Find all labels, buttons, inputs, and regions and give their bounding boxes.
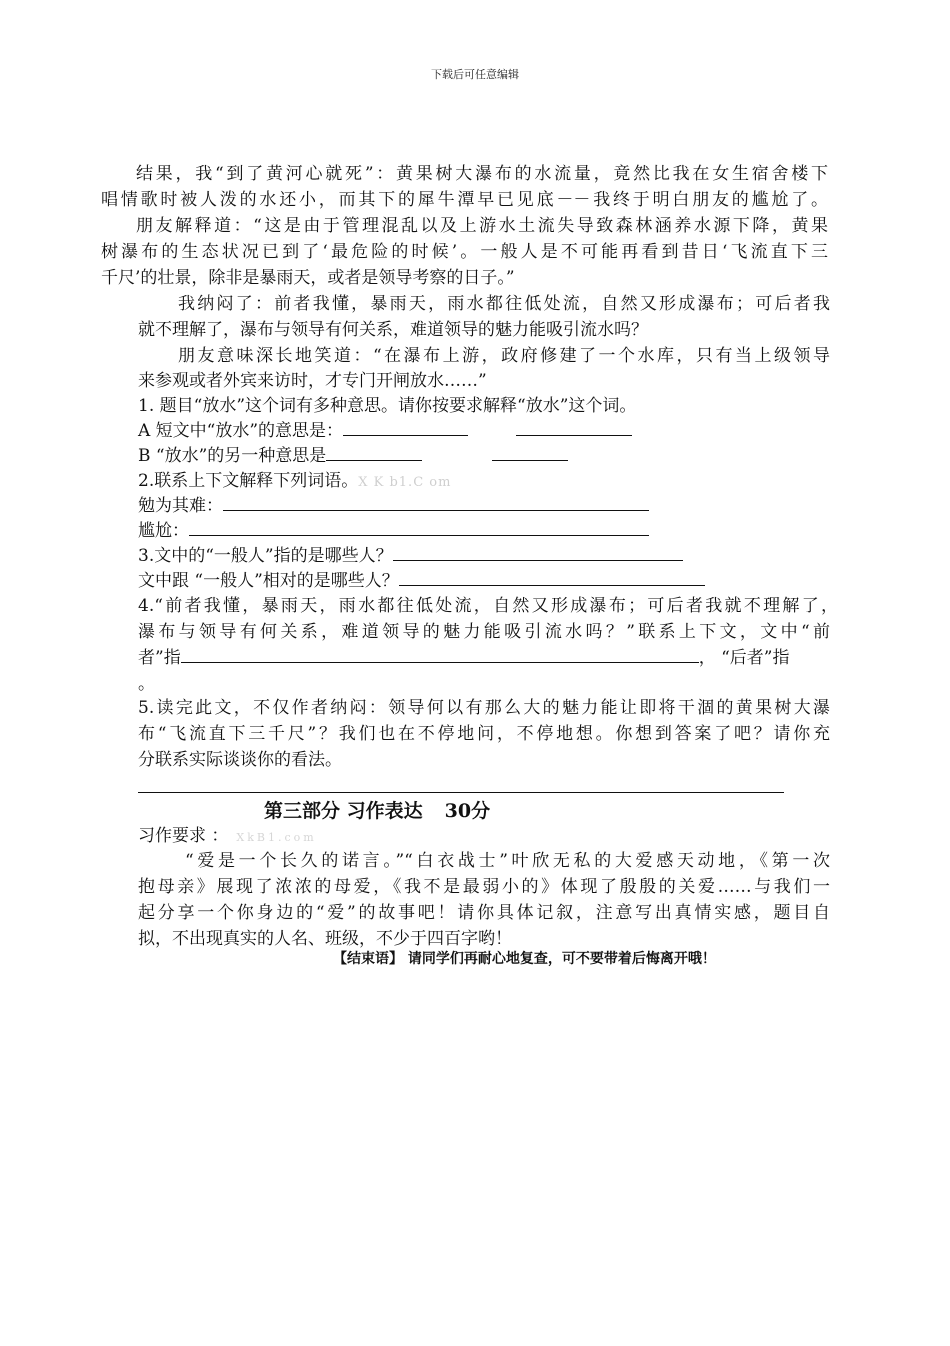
- question-1b-label: B “放水”的另一种意思是: [138, 446, 327, 466]
- answer-1a-blank-2[interactable]: [516, 419, 632, 436]
- question-5-line2: 布“飞流直下三千尺”？我们也在不停地问，不停地想。你想到答案了吧？请你充: [138, 724, 830, 744]
- answer-3-blank-1[interactable]: [393, 544, 683, 561]
- question-4-line3-pre: 者”指: [138, 648, 181, 668]
- answer-5-line[interactable]: [138, 792, 784, 793]
- section-3-requirement-label: 习作要求 ：: [138, 826, 229, 846]
- question-3-line1: [138, 544, 683, 568]
- page-header: 下载后可任意编辑: [431, 68, 519, 81]
- answer-1b-blank-2[interactable]: [492, 444, 568, 461]
- passage-p4-line2: 来参观或者外宾来访时，才专门开闸放水……”: [138, 371, 487, 391]
- section-3-score: 30分: [444, 800, 491, 822]
- passage-p4-line1: 朋友意味深长地笑道：“在瀑布上游，政府修建了一个水库，只有当上级领导: [178, 346, 830, 366]
- question-5-line3: 分联系实际谈谈你的看法。: [138, 750, 342, 770]
- answer-1b-blank-1[interactable]: [326, 444, 422, 461]
- passage-p3-line1: 我纳闷了：前者我懂，暴雨天，雨水都往低处流，自然又形成瀑布；可后者我: [178, 294, 830, 314]
- answer-2-term1-blank[interactable]: [223, 494, 649, 511]
- passage-p1-line2: 唱情歌时被人泼的水还小，而其下的犀牛潭早已见底－－我终于明白朋友的尴尬了。: [101, 190, 828, 210]
- question-2-term2-label: 尴尬：: [138, 521, 189, 541]
- question-1-stem: 1. 题目“放水”这个词有多种意思。请你按要求解释“放水”这个词。: [138, 396, 637, 416]
- section-3-line4: 拟，不出现真实的人名、班级，不少于四百字哟！: [138, 929, 512, 949]
- question-4-line4: 。: [138, 674, 155, 694]
- question-2-term1: [138, 494, 649, 518]
- passage-p2-line3: 千尺’的壮景，除非是暴雨天，或者是领导考察的日子。”: [101, 268, 515, 288]
- watermark-text: X K b1.C om: [358, 475, 452, 490]
- question-4-line3: [138, 646, 790, 670]
- section-3-title-text: 第三部分 习作表达: [264, 800, 423, 822]
- section-3-line1: “爱是一个长久的诺言。”“白衣战士”叶欣无私的大爱感天动地，《第一次: [185, 851, 830, 871]
- question-2-term2: [138, 519, 649, 543]
- answer-3-blank-2[interactable]: [399, 569, 705, 586]
- watermark-small-text: XkB1.com: [236, 831, 317, 844]
- section-3-title: [264, 796, 490, 823]
- passage-p2-line2: 树瀑布的生态状况已到了‘最危险的时候’。一般人是不可能再看到昔日‘飞流直下三: [101, 242, 828, 262]
- question-3-line2: [138, 569, 705, 593]
- section-3-line3: 起分享一个你身边的“爱”的故事吧！请你具体记叙，注意写出真情实感，题目自: [138, 903, 830, 923]
- question-4-line1: 4.“前者我懂，暴雨天，雨水都往低处流，自然又形成瀑布；可后者我就不理解了，: [138, 596, 838, 616]
- question-5-line1: 5.读完此文，不仅作者纳闷：领导何以有那么大的魅力能让即将干涸的黄果树大瀑: [138, 698, 830, 718]
- section-3-line2: 抱母亲》展现了浓浓的母爱，《我不是最弱小的》体现了殷殷的关爱……与我们一: [138, 877, 830, 897]
- closing-remark: 【结束语】 请同学们再耐心地复查，可不要带着后悔离开哦！: [333, 951, 716, 967]
- question-1b: [138, 444, 568, 468]
- answer-2-term2-blank[interactable]: [189, 519, 649, 536]
- question-2-stem: 2.联系上下文解释下列词语。: [138, 471, 359, 491]
- question-4-line3-post: ， “后者”指: [698, 648, 790, 668]
- question-2-stem-row: [138, 469, 451, 495]
- passage-p1-line1: 结果，我“到了黄河心就死”：黄果树大瀑布的水流量，竟然比我在女生宿舍楼下: [136, 164, 828, 184]
- question-3-line1-label: 3.文中的“一般人”指的是哪些人？: [138, 546, 393, 566]
- question-4-line2: 瀑布与领导有何关系，难道领导的魅力能吸引流水吗？”联系上下文，文中“前: [138, 622, 830, 642]
- section-3-requirement-row: [138, 824, 317, 850]
- passage-p2-line1: 朋友解释道：“这是由于管理混乱以及上游水土流失导致森林涵养水源下降，黄果: [136, 216, 828, 236]
- answer-4-blank-1[interactable]: [181, 646, 699, 663]
- question-1a-label: A 短文中“放水”的意思是：: [138, 421, 344, 441]
- answer-1a-blank-1[interactable]: [343, 419, 468, 436]
- question-1a: [138, 419, 632, 443]
- question-2-term1-label: 勉为其难：: [138, 496, 223, 516]
- passage-p3-line2: 就不理解了，瀑布与领导有何关系，难道领导的魅力能吸引流水吗？: [138, 320, 648, 340]
- question-3-line2-label: 文中跟 “一般人”相对的是哪些人？: [138, 571, 399, 591]
